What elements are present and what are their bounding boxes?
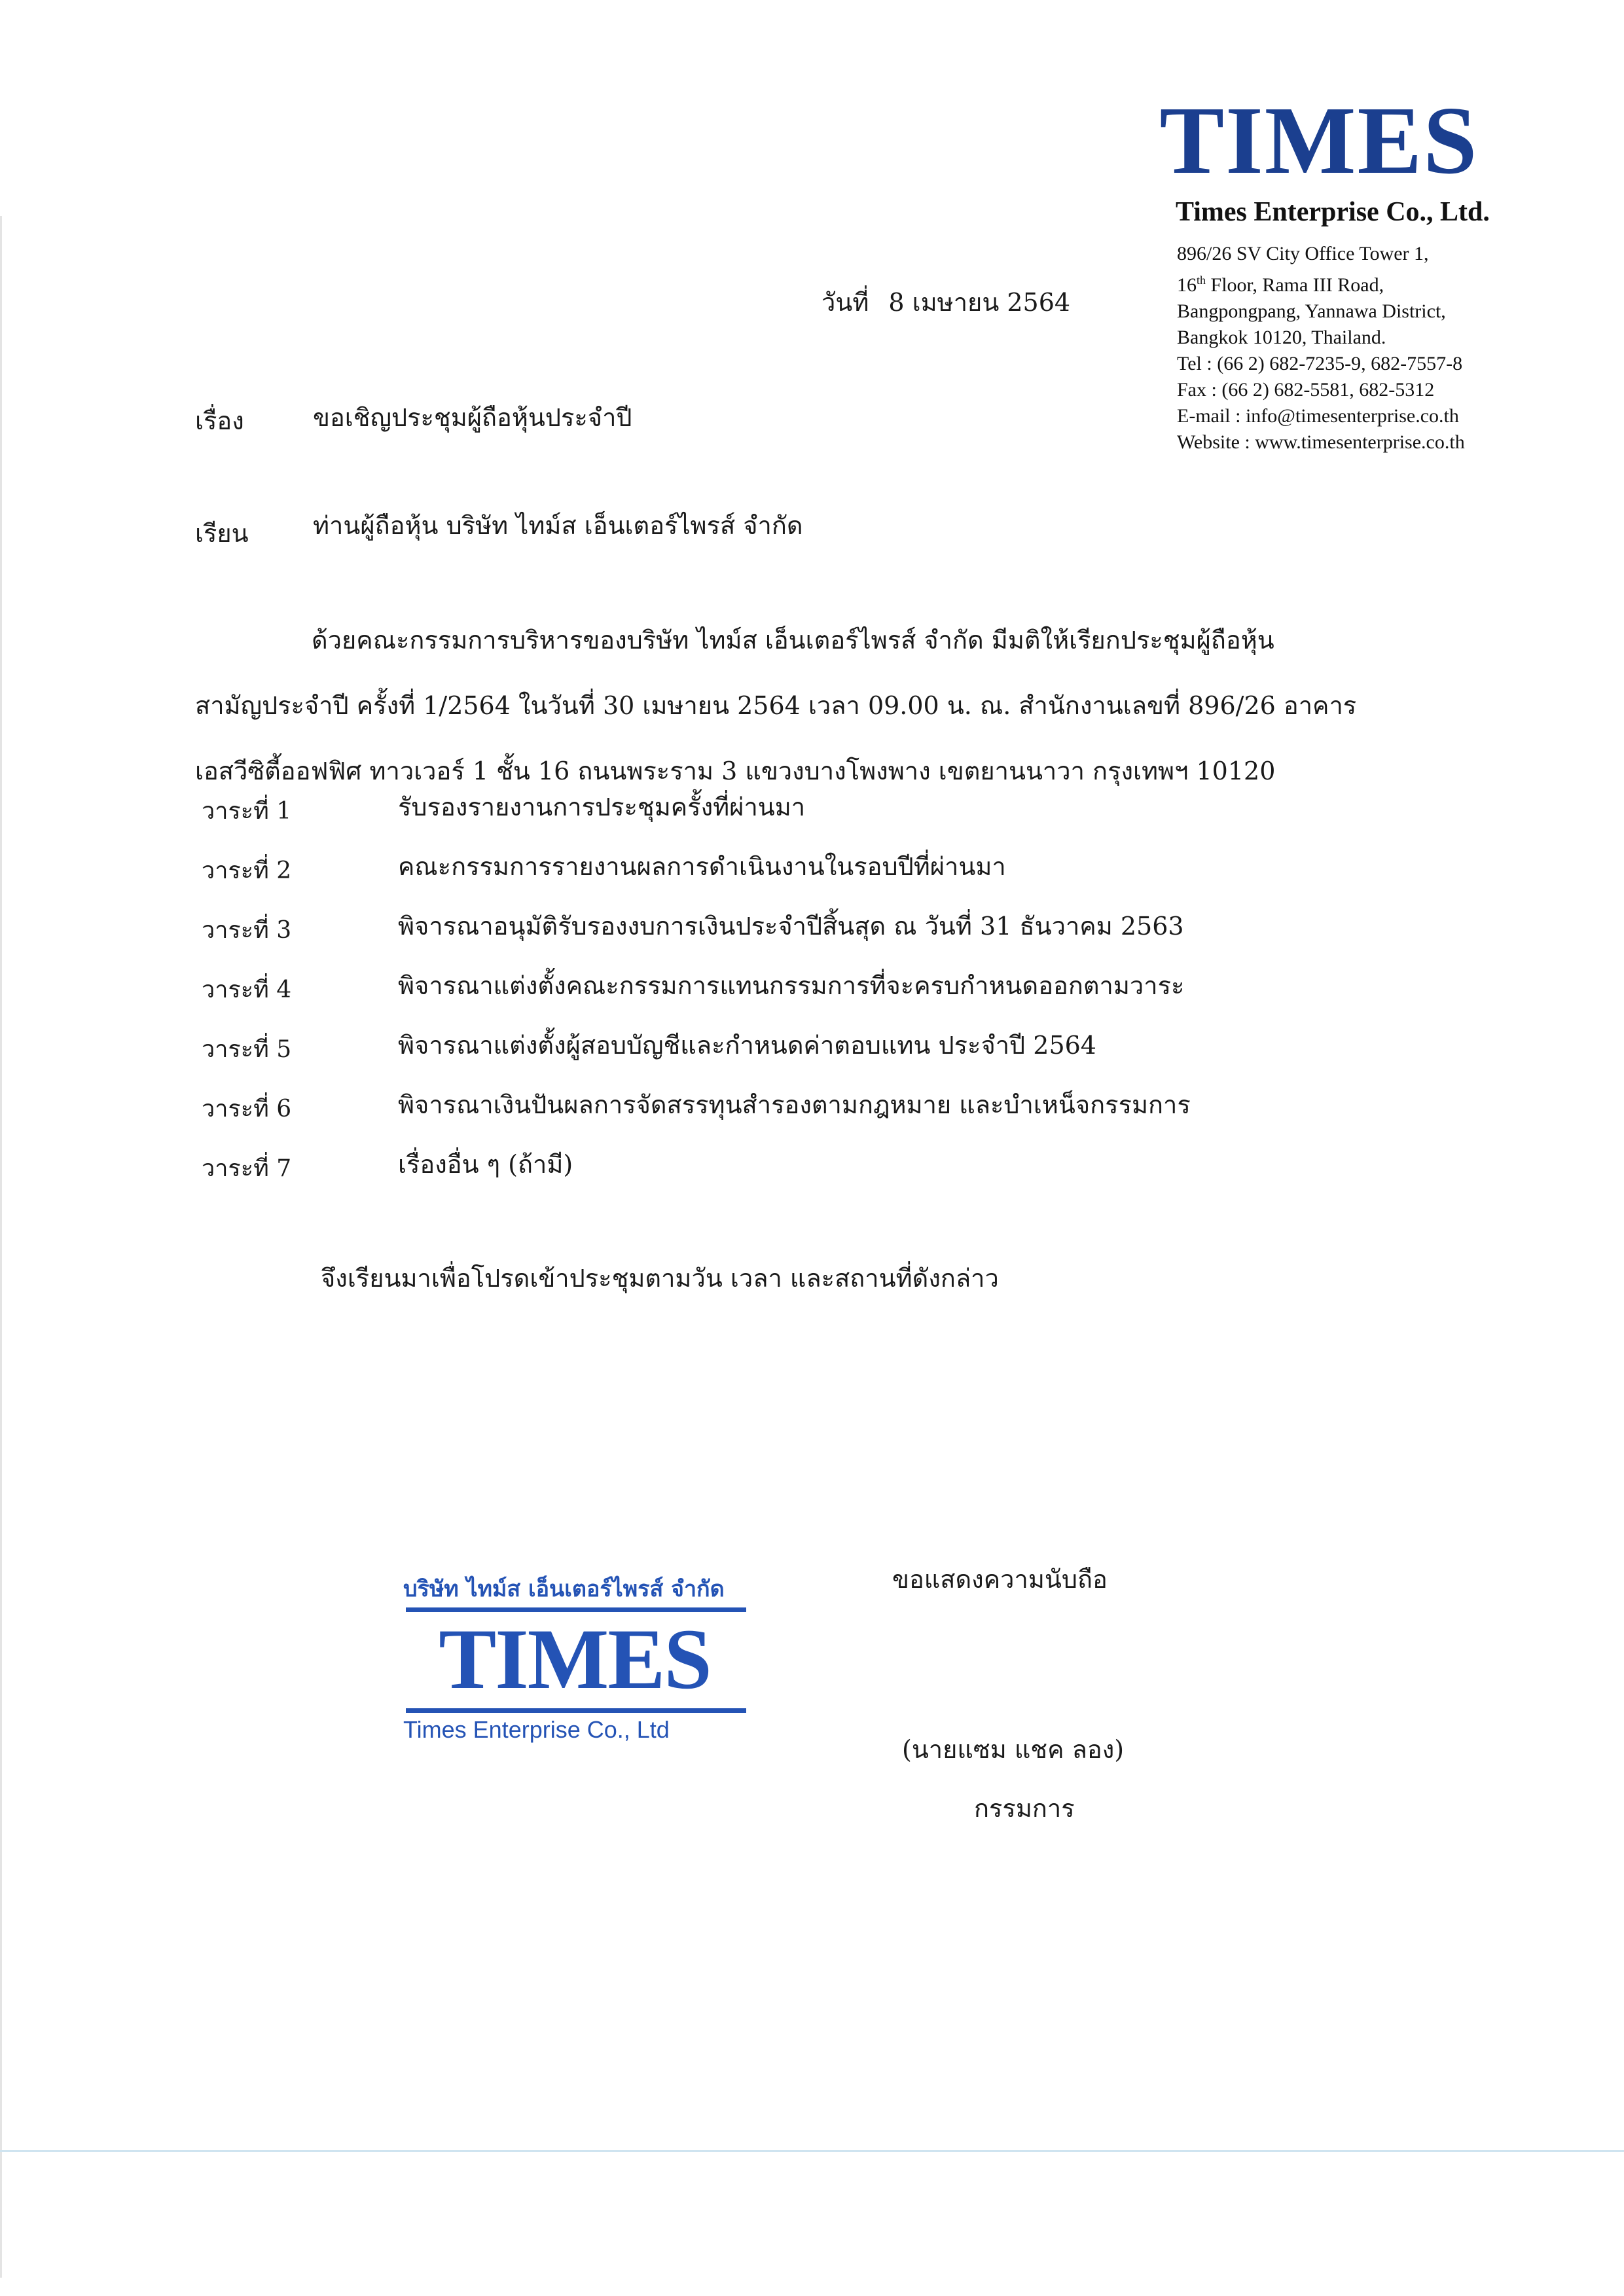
company-logo: TIMES	[1159, 87, 1479, 194]
floor-number: 16	[1177, 274, 1197, 296]
agenda-item	[202, 1030, 1445, 1090]
address-line-3: Bangpongpang, Yannawa District,	[1177, 300, 1446, 322]
address-line-2-rest: Floor, Rama III Road,	[1206, 274, 1384, 296]
agenda-text: เรื่องอื่น ๆ (ถ้ามี)	[398, 1150, 573, 1179]
stamp-logo: TIMES	[439, 1611, 711, 1707]
signer-position: กรรมการ	[974, 1794, 1075, 1823]
agenda-item	[202, 852, 1445, 911]
email: E-mail : info@timesenterprise.co.th	[1177, 405, 1459, 427]
body-paragraph	[195, 607, 1426, 804]
agenda-number: วาระที่ 5	[202, 1036, 292, 1063]
letter-date	[821, 286, 1070, 319]
recipient-text: ท่านผู้ถือหุ้น บริษัท ไทม์ส เอ็นเตอร์ไพรส์ จำกัด	[313, 511, 803, 540]
address-line-2	[1177, 267, 1465, 298]
agenda-item	[202, 911, 1445, 971]
agenda-number: วาระที่ 2	[202, 857, 292, 884]
agenda-number: วาระที่ 3	[202, 917, 292, 944]
date-value: 8 เมษายน 2564	[888, 288, 1071, 317]
body-line-2: สามัญประจำปี ครั้งที่ 1/2564 ในวันที่ 30 เมษายน 2564 เวลา 09.00 น. ณ. สำนักงานเลขที่ 896/26 อาคาร	[195, 691, 1357, 720]
subject-label: เรื่อง	[195, 406, 244, 435]
agenda-item	[202, 1090, 1445, 1149]
floor-suffix: th	[1197, 274, 1206, 287]
agenda-number: วาระที่ 4	[202, 977, 292, 1003]
body-line-1	[195, 607, 1426, 673]
agenda-item	[202, 1149, 1445, 1209]
stamp-english-name: Times Enterprise Co., Ltd	[403, 1716, 670, 1743]
agenda-number: วาระที่ 7	[202, 1155, 292, 1182]
agenda-item	[202, 971, 1445, 1030]
agenda-text: พิจารณาแต่งตั้งคณะกรรมการแทนกรรมการที่จะครบกำหนดออกตามวาระ	[398, 971, 1185, 1000]
company-address	[1177, 241, 1465, 456]
agenda-number: วาระที่ 6	[202, 1096, 292, 1122]
regards: ขอแสดงความนับถือ	[892, 1565, 1108, 1594]
agenda-text: พิจารณาเงินปันผลการจัดสรรทุนสำรองตามกฎหมาย และบำเหน็จกรรมการ	[398, 1090, 1191, 1119]
agenda-text: พิจารณาแต่งตั้งผู้สอบบัญชีและกำหนดค่าตอบแทน ประจำปี 2564	[398, 1031, 1096, 1060]
body-line-3: เอสวีซิตี้ออฟฟิศ ทาวเวอร์ 1 ชั้น 16 ถนนพระราม 3 แขวงบางโพงพาง เขตยานนาวา กรุงเทพฯ 10120	[195, 757, 1276, 785]
agenda-text: รับรองรายงานการประชุมครั้งที่ผ่านมา	[398, 793, 806, 821]
address-line-4: Bangkok 10120, Thailand.	[1177, 327, 1386, 348]
telephone: Tel : (66 2) 682-7235-9, 682-7557-8	[1177, 353, 1463, 374]
agenda-item	[202, 792, 1445, 852]
address-line-1: 896/26 SV City Office Tower 1,	[1177, 243, 1429, 264]
subject-text: ขอเชิญประชุมผู้ถือหุ้นประจำปี	[313, 403, 632, 432]
agenda-text: คณะกรรมการรายงานผลการดำเนินงานในรอบปีที่ผ่านมา	[398, 852, 1006, 881]
date-label: วันที่	[821, 288, 869, 317]
page-edge	[0, 216, 2, 2278]
bottom-divider	[0, 2150, 1624, 2152]
company-name: Times Enterprise Co., Ltd.	[1176, 197, 1490, 227]
stamp-rule-bottom	[406, 1708, 746, 1713]
agenda-text: พิจารณาอนุมัติรับรองงบการเงินประจำปีสิ้นสุด ณ วันที่ 31 ธันวาคม 2563	[398, 912, 1184, 941]
closing-sentence: จึงเรียนมาเพื่อโปรดเข้าประชุมตามวัน เวลา และสถานที่ดังกล่าว	[321, 1264, 999, 1293]
agenda-list	[202, 792, 1445, 1209]
agenda-number: วาระที่ 1	[202, 798, 292, 825]
stamp-thai-name: บริษัท ไทม์ส เอ็นเตอร์ไพรส์ จำกัด	[403, 1576, 725, 1602]
fax: Fax : (66 2) 682-5581, 682-5312	[1177, 379, 1435, 401]
body-line-1-text: ด้วยคณะกรรมการบริหารของบริษัท ไทม์ส เอ็นเตอร์ไพรส์ จำกัด มีมติให้เรียกประชุมผู้ถือหุ้น	[312, 626, 1274, 655]
website: Website : www.timesenterprise.co.th	[1177, 431, 1465, 453]
company-stamp	[398, 1571, 751, 1754]
recipient-label: เรียน	[195, 519, 249, 548]
signer-name: (นายแซม แชค ลอง)	[902, 1735, 1125, 1764]
